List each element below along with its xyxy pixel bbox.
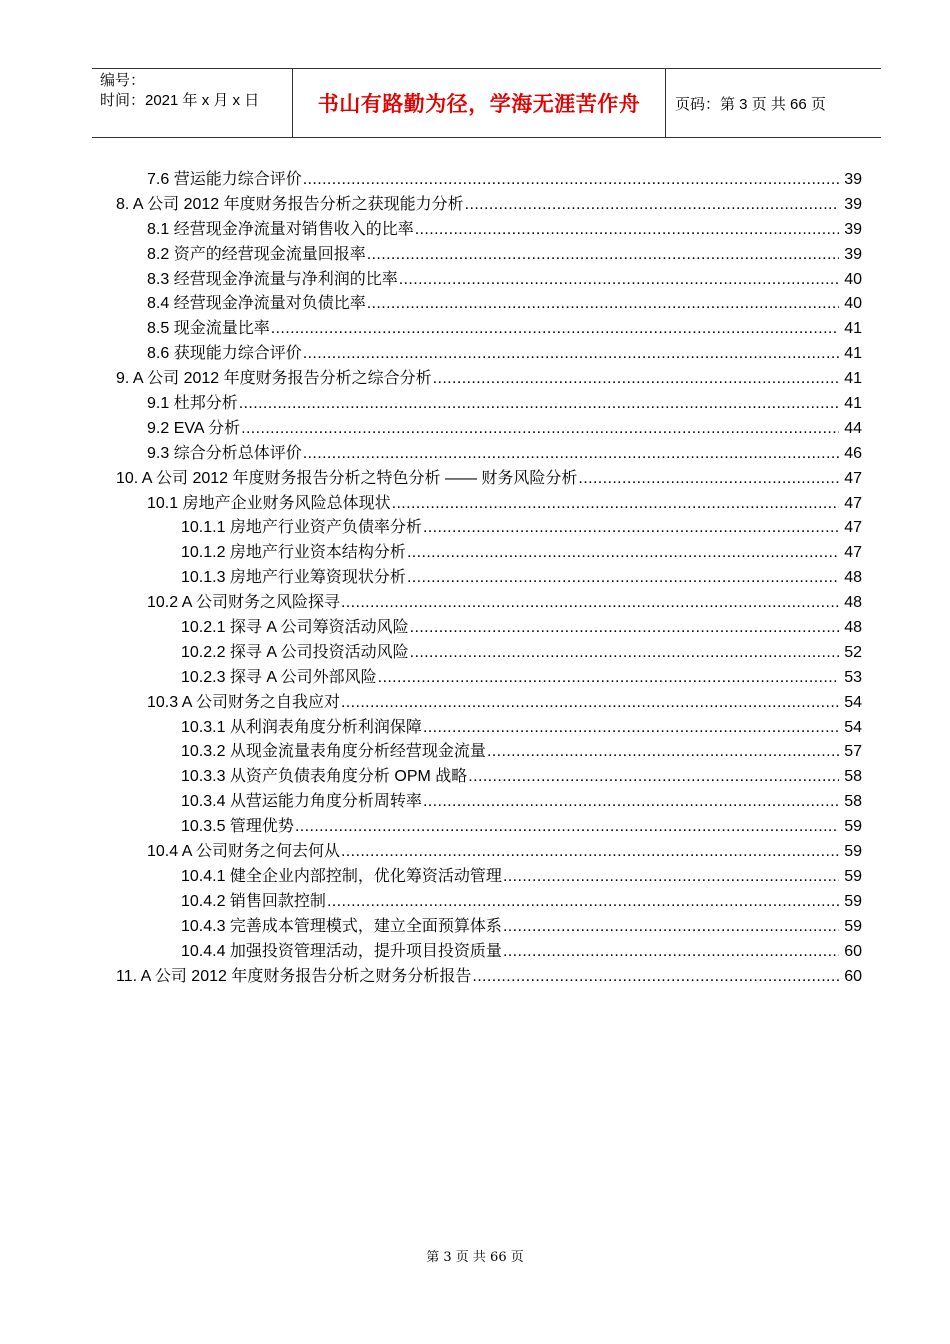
toc-entry-page: 53: [844, 668, 862, 686]
toc-dot-leader: [503, 865, 839, 890]
toc-entry[interactable]: [92, 442, 862, 467]
toc-entry-title: 9.1 杜邦分析: [147, 395, 238, 413]
toc-entry-page: 47: [844, 519, 862, 537]
toc-entry-title: 10.4.3 完善成本管理模式，建立全面预算体系: [181, 917, 502, 935]
toc-entry[interactable]: [92, 168, 862, 193]
toc-entry-page: 58: [844, 793, 862, 811]
toc-dot-leader: [423, 790, 839, 815]
toc-entry-title: 8.4 经营现金净流量对负债比率: [147, 295, 366, 313]
toc-dot-leader: [303, 342, 839, 367]
toc-entry[interactable]: [92, 467, 862, 492]
toc-entry[interactable]: [92, 740, 862, 765]
toc-entry-page: 47: [844, 544, 862, 562]
toc-entry-page: 41: [844, 370, 862, 388]
toc-entry-page: 52: [844, 643, 862, 661]
toc-entry-page: 39: [844, 220, 862, 238]
toc-entry-title: 10.1.3 房地产行业筹资现状分析: [181, 569, 406, 587]
toc-entry-title: 10.1.1 房地产行业资产负债率分析: [181, 519, 422, 537]
toc-dot-leader: [423, 716, 839, 741]
toc-dot-leader: [327, 890, 839, 915]
toc-entry[interactable]: [92, 890, 862, 915]
toc-entry[interactable]: [92, 218, 862, 243]
toc-entry-title: 7.6 营运能力综合评价: [147, 171, 302, 188]
toc-dot-leader: [487, 740, 839, 765]
toc-entry[interactable]: [92, 865, 862, 890]
header-motto-cell: [293, 69, 666, 137]
toc-entry[interactable]: [92, 492, 862, 517]
toc-entry[interactable]: [92, 915, 862, 940]
toc-dot-leader: [303, 442, 839, 467]
toc-dot-leader: [472, 965, 839, 990]
toc-dot-leader: [465, 193, 839, 218]
toc-dot-leader: [341, 691, 839, 716]
toc-entry-title: 10.3 A 公司财务之自我应对: [147, 693, 340, 711]
toc-dot-leader: [341, 591, 839, 616]
toc-dot-leader: [415, 218, 839, 243]
toc-entry-title: 9.2 EVA 分析: [147, 419, 241, 437]
toc-entry[interactable]: [92, 940, 862, 965]
toc-dot-leader: [423, 516, 839, 541]
toc-entry-title: 8.6 获现能力综合评价: [147, 345, 302, 363]
toc-entry-page: 54: [844, 718, 862, 736]
toc-entry-title: 10.4.1 健全企业内部控制，优化筹资活动管理: [181, 867, 502, 885]
toc-entry-page: 59: [844, 917, 862, 935]
toc-entry[interactable]: [92, 641, 862, 666]
toc-entry-page: 40: [844, 270, 862, 288]
toc-entry[interactable]: [92, 392, 862, 417]
toc-dot-leader: [503, 915, 839, 940]
toc-dot-leader: [241, 417, 839, 442]
toc-entry-page: 39: [844, 195, 862, 213]
toc-entry[interactable]: [92, 765, 862, 790]
toc-entry[interactable]: [92, 243, 862, 268]
toc-entry-page: 48: [844, 619, 862, 637]
toc-entry-page: 41: [844, 395, 862, 413]
header-motto: 书山有路勤为径，学海无涯苦作舟: [317, 92, 641, 116]
header-meta-cell: [92, 69, 293, 137]
toc-dot-leader: [239, 392, 839, 417]
toc-entry[interactable]: [92, 367, 862, 392]
toc-entry[interactable]: [92, 268, 862, 293]
toc-entry[interactable]: [92, 541, 862, 566]
toc-entry-page: 40: [844, 295, 862, 313]
toc-entry-page: 59: [844, 818, 862, 836]
toc-dot-leader: [367, 243, 839, 268]
toc-dot-leader: [468, 765, 839, 790]
toc-entry[interactable]: [92, 417, 862, 442]
toc-entry-title: 10.3.3 从资产负债表角度分析 OPM 战略: [181, 768, 468, 786]
toc-entry-title: 10.3.1 从利润表角度分析利润保障: [181, 718, 422, 736]
toc-entry-page: 59: [844, 892, 862, 910]
toc-entry-page: 60: [844, 942, 862, 960]
toc-entry-page: 58: [844, 768, 862, 786]
toc-dot-leader: [578, 467, 839, 492]
toc-dot-leader: [410, 616, 839, 641]
toc-dot-leader: [303, 168, 839, 193]
toc-entry-page: 44: [844, 419, 862, 437]
toc-entry-title: 10.2.3 探寻 A 公司外部风险: [181, 668, 377, 686]
toc-entry[interactable]: [92, 716, 862, 741]
toc-entry[interactable]: [92, 516, 862, 541]
toc-entry-page: 48: [844, 594, 862, 612]
toc-entry[interactable]: [92, 790, 862, 815]
toc-entry-page: 60: [844, 967, 862, 985]
toc-entry-page: 39: [844, 171, 862, 188]
toc-entry-title: 10.2.1 探寻 A 公司筹资活动风险: [181, 619, 409, 637]
toc-dot-leader: [295, 815, 839, 840]
toc-entry-title: 8.5 现金流量比率: [147, 320, 270, 338]
toc-entry[interactable]: [92, 566, 862, 591]
toc-entry[interactable]: [92, 193, 862, 218]
toc-entry-title: 9. A 公司 2012 年度财务报告分析之综合分析: [116, 370, 432, 388]
toc-dot-leader: [433, 367, 839, 392]
toc-entry[interactable]: [92, 616, 862, 641]
toc-entry[interactable]: [92, 965, 862, 990]
toc-entry[interactable]: [92, 342, 862, 367]
toc-entry-title: 10.4.4 加强投资管理活动，提升项目投资质量: [181, 942, 502, 960]
toc-entry-title: 10.4 A 公司财务之何去何从: [147, 843, 340, 861]
toc-entry-page: 59: [844, 867, 862, 885]
toc-entry[interactable]: [92, 292, 862, 317]
toc-entry[interactable]: [92, 815, 862, 840]
toc-entry-page: 57: [844, 743, 862, 761]
toc-entry-title: 11. A 公司 2012 年度财务报告分析之财务分析报告: [116, 967, 472, 985]
toc-entry-page: 47: [844, 469, 862, 487]
table-of-contents: [92, 168, 862, 989]
toc-entry-title: 10.3.2 从现金流量表角度分析经营现金流量: [181, 743, 486, 761]
toc-dot-leader: [392, 492, 839, 517]
toc-entry-page: 41: [844, 320, 862, 338]
toc-entry-title: 8.3 经营现金净流量与净利润的比率: [147, 270, 398, 288]
toc-entry[interactable]: [92, 317, 862, 342]
toc-dot-leader: [410, 641, 839, 666]
toc-dot-leader: [407, 541, 839, 566]
header-page-cell: [666, 69, 881, 137]
toc-entry-title: 10.1 房地产企业财务风险总体现状: [147, 494, 391, 512]
toc-dot-leader: [503, 940, 839, 965]
document-time-label: 时间：2021 年 x 月 x 日: [100, 92, 260, 109]
toc-entry-page: 59: [844, 843, 862, 861]
page-header: [92, 68, 881, 138]
toc-entry-page: 41: [844, 345, 862, 363]
toc-dot-leader: [407, 566, 839, 591]
toc-entry[interactable]: [92, 691, 862, 716]
toc-entry-title: 10.3.5 管理优势: [181, 818, 294, 836]
toc-entry-page: 46: [844, 444, 862, 462]
toc-entry-title: 10.3.4 从营运能力角度分析周转率: [181, 793, 422, 811]
toc-dot-leader: [399, 268, 839, 293]
document-number-label: 编号：: [100, 72, 146, 89]
toc-entry-page: 47: [844, 494, 862, 512]
toc-entry[interactable]: [92, 591, 862, 616]
toc-dot-leader: [341, 840, 839, 865]
toc-entry-page: 48: [844, 569, 862, 587]
toc-entry-title: 10. A 公司 2012 年度财务报告分析之特色分析 —— 财务风险分析: [116, 469, 578, 487]
toc-entry-page: 54: [844, 693, 862, 711]
toc-entry-title: 8.2 资产的经营现金流量回报率: [147, 245, 366, 263]
toc-entry-title: 10.1.2 房地产行业资本结构分析: [181, 544, 406, 562]
toc-entry-page: 39: [844, 245, 862, 263]
toc-entry-title: 10.2 A 公司财务之风险探寻: [147, 594, 340, 612]
page-footer: 第 3 页 共 66 页: [426, 1250, 524, 1265]
toc-dot-leader: [378, 666, 839, 691]
header-page-number: 页码：第 3 页 共 66 页: [675, 95, 826, 113]
toc-entry-title: 10.2.2 探寻 A 公司投资活动风险: [181, 643, 409, 661]
toc-entry-title: 9.3 综合分析总体评价: [147, 444, 302, 462]
toc-dot-leader: [367, 292, 839, 317]
toc-dot-leader: [271, 317, 839, 342]
toc-entry-title: 10.4.2 销售回款控制: [181, 892, 326, 910]
toc-entry-title: 8.1 经营现金净流量对销售收入的比率: [147, 220, 414, 238]
toc-entry[interactable]: [92, 840, 862, 865]
toc-entry[interactable]: [92, 666, 862, 691]
toc-entry-title: 8. A 公司 2012 年度财务报告分析之获现能力分析: [116, 195, 464, 213]
